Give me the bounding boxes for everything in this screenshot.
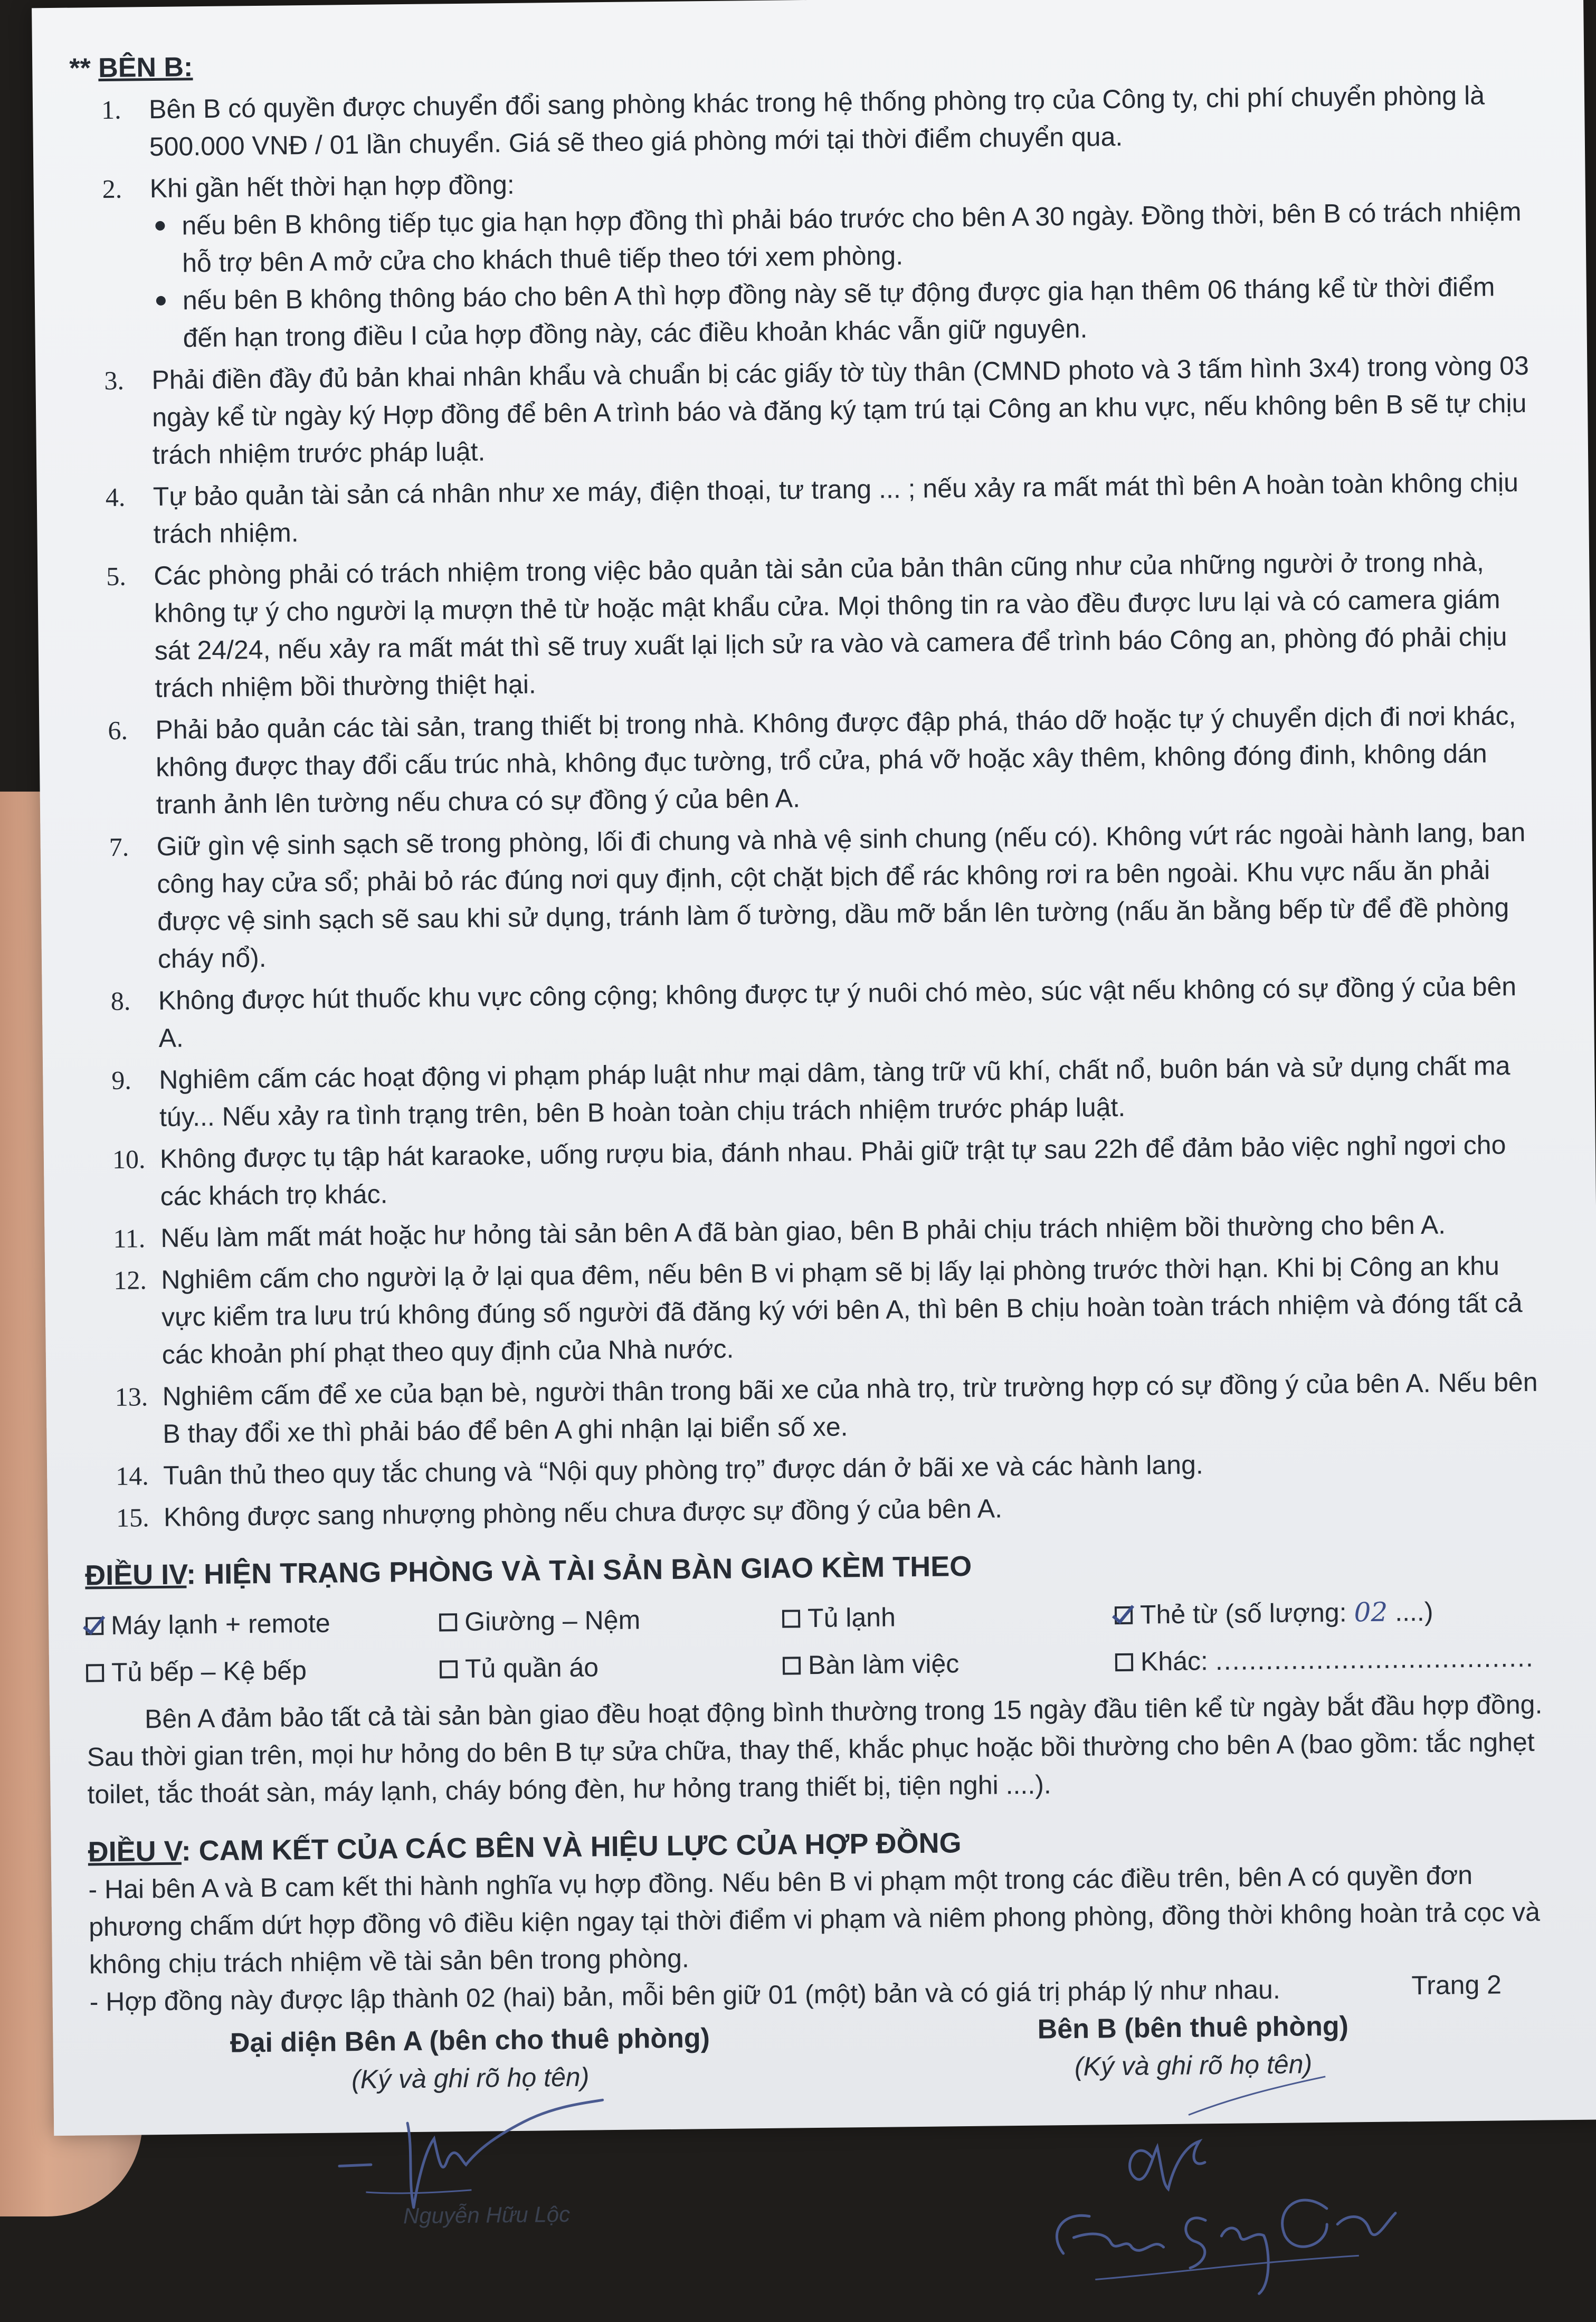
rule-item (83, 1364, 1540, 1454)
party-a-note: (Ký và ghi rõ họ tên) (351, 2062, 590, 2095)
article-iv-label: ĐIỀU IV (84, 1558, 187, 1592)
asset-item (439, 1600, 783, 1641)
party-a-title: Đại diện Bên A (bên cho thuê phòng) (230, 2023, 710, 2059)
contract-page (32, 0, 1596, 2229)
section-b-label: BÊN B: (98, 52, 193, 84)
rule-text: Nghiêm cấm để xe của bạn bè, người thân trong bãi xe của nhà trọ, trừ trường hợp có sự đồng ý của bên A. Nếu bên B thay đổi xe thì phải báo để bên A ghi nhận lại biển số xe. (162, 1367, 1538, 1449)
rule-item (79, 968, 1536, 1058)
section-b-marker: ** (69, 53, 91, 84)
asset-checklist (86, 1592, 1543, 1692)
rule-text: Tuân thủ theo quy tắc chung và “Nội quy phòng trọ” được dán ở bãi xe và các hành lang. (163, 1450, 1204, 1490)
rule-bullets (150, 193, 1529, 357)
party-b-signature-block (955, 2007, 1431, 2087)
bullet-item: nếu bên B không thông báo cho bên A thì hợp đồng này sẽ tự động được gia hạn thêm 06 tháng kể từ thời điểm đến hạn trong điều I của hợp đồng này, các điều khoản khác vẫn giữ nguyên. (151, 268, 1529, 357)
asset-label: Tủ lạnh (807, 1602, 896, 1633)
rule-text: Nghiêm cấm các hoạt động vi phạm pháp luật như mại dâm, tàng trữ vũ khí, chất nổ, buôn bán và sử dụng chất ma túy... Nếu xảy ra tình trạng trên, bên B hoàn toàn chịu trách nhiệm trước pháp luật. (159, 1051, 1510, 1132)
article-iv-title: : HIỆN TRẠNG PHÒNG VÀ TÀI SẢN BÀN GIAO KÈM THEO (186, 1550, 972, 1591)
card-quantity-handwritten: 02 (1354, 1596, 1388, 1628)
asset-label: Tủ quần áo (464, 1652, 599, 1683)
rule-text: Khi gần hết thời hạn hợp đồng: (149, 169, 515, 204)
rule-text: Tự bảo quản tài sản cá nhân như xe máy, điện thoại, tư trang ... ; nếu xảy ra mất mát thì bên A hoàn toàn không chịu trách nhiệm. (153, 467, 1519, 549)
rule-item (73, 464, 1531, 554)
rule-number: 4. (105, 482, 126, 512)
party-a-signature-block (206, 2020, 734, 2100)
rule-number: 8. (110, 986, 131, 1016)
rule-number: 11. (113, 1223, 146, 1253)
rule-text: Bên B có quyền được chuyển đổi sang phòng khác trong hệ thống phòng trọ của Công ty, chi phí chuyển phòng là 500.000 VNĐ / 01 lần chuyển. Giá sẽ theo giá phòng mới tại thời điểm chuyển qua. (148, 80, 1485, 162)
rule-number: 6. (108, 715, 128, 745)
party-b-title: Bên B (bên thuê phòng) (1037, 2011, 1349, 2045)
rule-text: Không được sang nhượng phòng nếu chưa được sự đồng ý của bên A. (163, 1493, 1003, 1532)
checkbox-empty (440, 1660, 458, 1678)
rule-number: 1. (101, 94, 121, 125)
asset-suffix: ...................................... (1215, 1642, 1535, 1676)
rule-text: Phải điền đầy đủ bản khai nhân khẩu và chuẩn bị các giấy tờ tùy thân (CMND photo và 3 tấm hình 3x4) trong vòng 03 ngày kể từ ngày ký Hợp đồng để bên A trình báo và đăng ký tạm trú tại Công an khu vực, nếu không bên B sẽ tự chịu trách nhiệm trước pháp luật. (151, 350, 1530, 470)
rule-number: 10. (112, 1144, 146, 1174)
checkbox-empty (86, 1664, 104, 1682)
article-v-paragraph: - Hợp đồng này được lập thành 02 (hai) bản, mỗi bên giữ 01 (một) bản và có giá trị pháp lý như nhau. (89, 1974, 1281, 2017)
rule-text: Giữ gìn vệ sinh sạch sẽ trong phòng, lối đi chung và nhà vệ sinh chung (nếu có). Không vứt rác ngoài hành lang, ban công hay cửa sổ; phải bỏ rác đúng nơi quy định, cột chặt bịch để rác không rơi ra bên ngoài. Khu vực nấu ăn phải được vệ sinh sạch sẽ sau khi sử dụng, tránh làm ố tường, dầu mỡ bắn lên tường (nấu ăn bằng bếp từ để đề phòng cháy nổ). (156, 817, 1526, 974)
asset-label: Bàn làm việc (808, 1649, 960, 1680)
checkbox-checked (1115, 1606, 1133, 1624)
rule-number: 13. (115, 1382, 148, 1412)
asset-label: Máy lạnh + remote (110, 1608, 330, 1640)
asset-item (1115, 1593, 1495, 1634)
checkbox-empty (782, 1610, 800, 1628)
rule-number: 5. (106, 561, 127, 591)
asset-item (440, 1647, 783, 1688)
rule-text: Nghiêm cấm cho người lạ ở lại qua đêm, nếu bên B vi phạm sẽ bị lấy lại phòng trước thời hạn. Khi bị Công an khu vực kiểm tra lưu trú không đúng số người đã đăng ký với bên A, thì bên B chịu hoàn toàn trách nhiệm và đóng tất cả các khoản phí phạt theo quy định của Nhà nước. (161, 1251, 1523, 1369)
article-v-label: ĐIỀU V (88, 1835, 182, 1868)
checkbox-checked (86, 1617, 103, 1635)
page-number: Trang 2 (1411, 1969, 1502, 2001)
article-v-paragraph: - Hai bên A và B cam kết thi hành nghĩa vụ hợp đồng. Nếu bên B vi phạm một trong các điều trên, bên A có quyền đơn phương chấm dứt hợp đồng vô điều kiện ngay tại thời điểm vi phạm và niêm phong phòng, đồng thời không hoàn trả cọc và không chịu trách nhiệm về tài sản bên trong phòng. (88, 1860, 1541, 1980)
asset-label: Khác: (1140, 1646, 1209, 1677)
signature-section (90, 2011, 1550, 2322)
article-v-title: : CAM KẾT CỦA CÁC BÊN VÀ HIỆU LỰC CỦA HỢP ĐỒNG (181, 1827, 962, 1867)
asset-item (782, 1596, 1115, 1638)
rule-number: 14. (115, 1461, 149, 1491)
asset-label: Thẻ từ (số lượng: (1139, 1597, 1347, 1630)
rule-item (72, 347, 1530, 475)
rule-item (70, 156, 1529, 358)
asset-item (86, 1603, 440, 1644)
rule-number: 9. (111, 1065, 132, 1095)
rule-number: 7. (109, 832, 129, 862)
section-b-rules (70, 77, 1542, 1537)
rule-text: Các phòng phải có trách nhiệm trong việc bảo quản tài sản của bản thân cũng như của những người ở trong nhà, không tự ý cho người lạ mượn thẻ từ hoặc mật khẩu cửa. Mọi thông tin ra vào đều được lưu lại và có camera giám sát 24/24, nếu xảy ra mất mát thì sẽ truy xuất lại lịch sử ra vào và camera để trình báo Công an, phòng đó phải chịu trách nhiệm bồi thường thiệt hại. (154, 547, 1507, 703)
rule-item (82, 1247, 1540, 1375)
party-b-note: (Ký và ghi rõ họ tên) (1074, 2049, 1313, 2081)
article-iv-heading (85, 1542, 1542, 1595)
rule-item (76, 697, 1534, 825)
asset-item (86, 1650, 440, 1691)
asset-suffix: ....) (1394, 1596, 1433, 1627)
article-iv-paragraph: Bên A đảm bảo tất cả tài sản bàn giao đều hoạt động bình thường trong 15 ngày đầu tiên kể từ ngày bắt đầu hợp đồng. Sau thời gian trên, mọi hư hỏng do bên B tự sửa chữa, thay thế, khắc phục hoặc bồi thường cho bên A (bao gồm: tắc nghẹt toilet, tắc thoát sàn, máy lạnh, cháy bóng đèn, hư hỏng trang thiết bị, tiện nghi ....). (87, 1689, 1543, 1810)
rule-text: Nếu làm mất mát hoặc hư hỏng tài sản bên A đã bàn giao, bên B phải chịu trách nhiệm bồi thường cho bên A. (160, 1210, 1446, 1253)
rule-text: Không được hút thuốc khu vực công cộng; không được tự ý nuôi chó mèo, súc vật nếu không có sự đồng ý của bên A. (158, 972, 1517, 1053)
rule-number: 15. (116, 1502, 149, 1533)
rule-item (81, 1126, 1538, 1216)
asset-item (1115, 1640, 1535, 1681)
asset-label: Tủ bếp – Kệ bếp (111, 1655, 307, 1687)
rule-text: Phải bảo quản các tài sản, trang thiết bị trong nhà. Không được đập phá, tháo dỡ hoặc tự ý chuyển dịch đi nơi khác, không được thay đổi cấu trúc nhà, không đục tường, trổ cửa, phá vỡ hoặc xây thêm, không đóng đinh, không dán tranh ảnh lên tường nếu chưa có sự đồng ý của bên A. (155, 701, 1516, 820)
party-a-name: Nguyễn Hữu Lộc (403, 2201, 571, 2229)
rule-item (80, 1047, 1537, 1137)
rule-number: 3. (104, 365, 125, 395)
party-b-signature (1030, 2076, 1401, 2301)
checkbox-empty (439, 1613, 457, 1631)
rule-text: Không được tụ tập hát karaoke, uống rượu bia, đánh nhau. Phải giữ trật tự sau 22h để đảm bảo việc nghỉ ngơi cho các khách trọ khác. (159, 1130, 1506, 1211)
asset-label: Giường – Nệm (464, 1605, 641, 1636)
rule-item (70, 77, 1527, 167)
rule-number: 12. (113, 1265, 147, 1295)
rule-number: 2. (102, 174, 122, 204)
rule-item (74, 543, 1533, 708)
checkbox-empty (783, 1657, 801, 1674)
rule-item (77, 814, 1535, 979)
checkbox-empty (1115, 1653, 1133, 1671)
contract-content (69, 35, 1550, 2322)
asset-item (783, 1643, 1116, 1685)
bullet-item: nếu bên B không tiếp tục gia hạn hợp đồng thì phải báo trước cho bên A 30 ngày. Đồng thời, bên B có trách nhiệm hỗ trợ bên A mở cửa cho khách thuê tiếp theo tới xem phòng. (150, 193, 1528, 282)
